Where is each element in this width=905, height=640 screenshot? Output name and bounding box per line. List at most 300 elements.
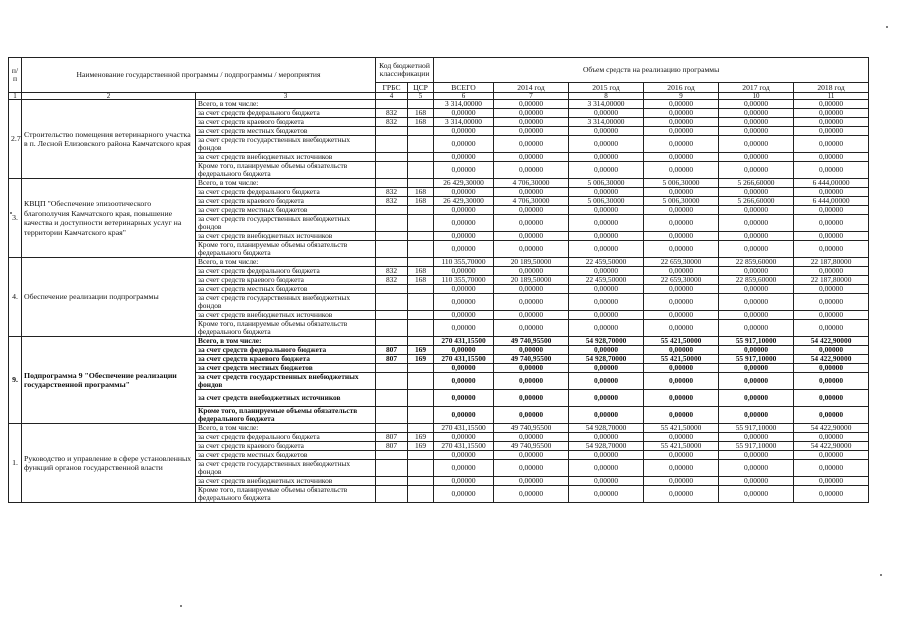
csr-code: 168 <box>408 276 434 285</box>
year-amount: 49 740,95500 <box>494 424 569 433</box>
grbs-code: 807 <box>376 442 408 451</box>
year-amount: 55 917,10000 <box>719 442 794 451</box>
year-amount: 5 006,30000 <box>644 197 719 206</box>
table-row <box>9 337 869 346</box>
header-grbs: ГРБС <box>376 83 408 93</box>
total-amount: 0,00000 <box>434 346 494 355</box>
year-amount: 0,00000 <box>794 433 869 442</box>
year-amount: 49 740,95500 <box>494 337 569 346</box>
year-amount: 0,00000 <box>494 373 569 390</box>
year-amount: 0,00000 <box>494 241 569 258</box>
year-amount: 0,00000 <box>719 188 794 197</box>
grbs-code <box>376 337 408 346</box>
table-row <box>9 258 869 267</box>
table-row <box>9 100 869 109</box>
year-amount: 3 314,00000 <box>569 118 644 127</box>
total-amount: 3 314,00000 <box>434 118 494 127</box>
year-amount: 22 459,50000 <box>569 276 644 285</box>
total-amount: 0,00000 <box>434 407 494 424</box>
total-amount: 0,00000 <box>434 486 494 503</box>
year-amount: 0,00000 <box>719 294 794 311</box>
total-amount: 0,00000 <box>434 364 494 373</box>
column-index: 11 <box>794 93 869 100</box>
column-index: 7 <box>494 93 569 100</box>
funding-source: Всего, в том числе: <box>196 100 376 109</box>
year-amount: 0,00000 <box>569 232 644 241</box>
year-amount: 0,00000 <box>494 109 569 118</box>
funding-source: за счет средств государственных внебюджетных фондов <box>196 215 376 232</box>
year-amount: 0,00000 <box>569 460 644 477</box>
total-amount: 0,00000 <box>434 153 494 162</box>
funding-source: за счет средств внебюджетных источников <box>196 390 376 407</box>
year-amount: 6 444,00000 <box>794 179 869 188</box>
funding-source: Всего, в том числе: <box>196 424 376 433</box>
grbs-code <box>376 311 408 320</box>
total-amount: 0,00000 <box>434 390 494 407</box>
header-year: 2017 год <box>719 83 794 93</box>
year-amount: 0,00000 <box>794 460 869 477</box>
funding-source: за счет средств внебюджетных источников <box>196 477 376 486</box>
column-index-row <box>9 93 869 100</box>
grbs-code: 832 <box>376 118 408 127</box>
year-amount: 0,00000 <box>644 118 719 127</box>
funding-source: Кроме того, планируемые объемы обязательств федерального бюджета <box>196 486 376 503</box>
year-amount: 0,00000 <box>644 373 719 390</box>
year-amount: 0,00000 <box>794 206 869 215</box>
year-amount: 0,00000 <box>494 407 569 424</box>
header-name: Наименование государственной программы / подпрограммы / мероприятия <box>22 58 376 93</box>
year-amount: 0,00000 <box>569 311 644 320</box>
funding-source: Всего, в том числе: <box>196 258 376 267</box>
csr-code <box>408 311 434 320</box>
year-amount: 3 314,00000 <box>569 100 644 109</box>
year-amount: 0,00000 <box>719 215 794 232</box>
header-csr: ЦСР <box>408 83 434 93</box>
funding-source: за счет средств государственных внебюджетных фондов <box>196 136 376 153</box>
total-amount: 270 431,15500 <box>434 442 494 451</box>
year-amount: 0,00000 <box>719 477 794 486</box>
funding-source: за счет средств краевого бюджета <box>196 442 376 451</box>
grbs-code: 832 <box>376 276 408 285</box>
year-amount: 0,00000 <box>794 407 869 424</box>
year-amount: 0,00000 <box>569 136 644 153</box>
year-amount: 0,00000 <box>719 346 794 355</box>
total-amount: 0,00000 <box>434 311 494 320</box>
year-amount: 0,00000 <box>644 241 719 258</box>
year-amount: 0,00000 <box>494 294 569 311</box>
csr-code <box>408 407 434 424</box>
grbs-code <box>376 206 408 215</box>
year-amount: 0,00000 <box>794 188 869 197</box>
year-amount: 0,00000 <box>644 320 719 337</box>
year-amount: 22 659,30000 <box>644 258 719 267</box>
year-amount: 0,00000 <box>494 127 569 136</box>
header-volume: Объем средств на реализацию программы <box>434 58 869 83</box>
total-amount: 0,00000 <box>434 162 494 179</box>
year-amount: 0,00000 <box>644 346 719 355</box>
year-amount: 0,00000 <box>719 100 794 109</box>
funding-source: за счет средств внебюджетных источников <box>196 153 376 162</box>
csr-code <box>408 460 434 477</box>
grbs-code <box>376 486 408 503</box>
program-name: Строительство помещения ветеринарного участка в п. Лесной Елизовского района Камчатского края <box>22 100 196 179</box>
header-year: 2015 год <box>569 83 644 93</box>
year-amount: 0,00000 <box>719 241 794 258</box>
table-row <box>9 424 869 433</box>
year-amount: 0,00000 <box>719 364 794 373</box>
year-amount: 0,00000 <box>644 486 719 503</box>
year-amount: 0,00000 <box>494 477 569 486</box>
csr-code <box>408 320 434 337</box>
year-amount: 0,00000 <box>644 267 719 276</box>
csr-code <box>408 136 434 153</box>
year-amount: 0,00000 <box>494 188 569 197</box>
year-amount: 55 917,10000 <box>719 424 794 433</box>
column-index: 1 <box>9 93 22 100</box>
year-amount: 0,00000 <box>644 136 719 153</box>
year-amount: 0,00000 <box>494 206 569 215</box>
scan-speck <box>880 574 882 576</box>
year-amount: 0,00000 <box>494 433 569 442</box>
total-amount: 0,00000 <box>434 188 494 197</box>
year-amount: 0,00000 <box>794 390 869 407</box>
funding-source: за счет средств местных бюджетов <box>196 127 376 136</box>
header-code: Код бюджетной классификации <box>376 58 434 83</box>
year-amount: 0,00000 <box>794 364 869 373</box>
csr-code <box>408 206 434 215</box>
csr-code <box>408 337 434 346</box>
year-amount: 0,00000 <box>794 100 869 109</box>
year-amount: 5 266,60000 <box>719 179 794 188</box>
year-amount: 4 706,30000 <box>494 179 569 188</box>
year-amount: 0,00000 <box>794 451 869 460</box>
total-amount: 26 429,30000 <box>434 179 494 188</box>
year-amount: 0,00000 <box>644 294 719 311</box>
funding-source: за счет средств федерального бюджета <box>196 267 376 276</box>
grbs-code <box>376 294 408 311</box>
grbs-code <box>376 162 408 179</box>
year-amount: 0,00000 <box>494 162 569 179</box>
total-amount: 0,00000 <box>434 127 494 136</box>
header-year: 2018 год <box>794 83 869 93</box>
year-amount: 0,00000 <box>569 109 644 118</box>
year-amount: 0,00000 <box>794 346 869 355</box>
total-amount: 0,00000 <box>434 109 494 118</box>
year-amount: 0,00000 <box>494 311 569 320</box>
year-amount: 0,00000 <box>644 407 719 424</box>
budget-document-sheet <box>8 57 868 503</box>
year-amount: 0,00000 <box>794 477 869 486</box>
year-amount: 0,00000 <box>644 232 719 241</box>
year-amount: 0,00000 <box>719 460 794 477</box>
grbs-code <box>376 258 408 267</box>
total-amount: 26 429,30000 <box>434 197 494 206</box>
year-amount: 0,00000 <box>644 162 719 179</box>
year-amount: 0,00000 <box>719 311 794 320</box>
year-amount: 0,00000 <box>719 320 794 337</box>
year-amount: 0,00000 <box>569 285 644 294</box>
grbs-code <box>376 451 408 460</box>
csr-code <box>408 127 434 136</box>
csr-code <box>408 232 434 241</box>
year-amount: 0,00000 <box>719 373 794 390</box>
funding-source: Кроме того, планируемые объемы обязательств федерального бюджета <box>196 320 376 337</box>
total-amount: 3 314,00000 <box>434 100 494 109</box>
funding-source: за счет средств федерального бюджета <box>196 109 376 118</box>
grbs-code <box>376 424 408 433</box>
year-amount: 0,00000 <box>644 100 719 109</box>
year-amount: 0,00000 <box>794 486 869 503</box>
year-amount: 20 189,50000 <box>494 258 569 267</box>
year-amount: 0,00000 <box>494 118 569 127</box>
year-amount: 0,00000 <box>569 206 644 215</box>
csr-code <box>408 285 434 294</box>
year-amount: 0,00000 <box>794 118 869 127</box>
year-amount: 0,00000 <box>719 232 794 241</box>
year-amount: 0,00000 <box>569 241 644 258</box>
header-year: 2014 год <box>494 83 569 93</box>
year-amount: 54 928,70000 <box>569 442 644 451</box>
year-amount: 0,00000 <box>719 407 794 424</box>
grbs-code <box>376 477 408 486</box>
total-amount: 270 431,15500 <box>434 355 494 364</box>
year-amount: 54 928,70000 <box>569 355 644 364</box>
scan-speck <box>180 605 182 607</box>
year-amount: 55 421,50000 <box>644 337 719 346</box>
year-amount: 0,00000 <box>494 320 569 337</box>
year-amount: 0,00000 <box>569 433 644 442</box>
total-amount: 0,00000 <box>434 267 494 276</box>
total-amount: 0,00000 <box>434 241 494 258</box>
year-amount: 0,00000 <box>494 486 569 503</box>
year-amount: 0,00000 <box>794 162 869 179</box>
funding-source: Кроме того, планируемые объемы обязательств федерального бюджета <box>196 241 376 258</box>
scan-speck <box>886 26 888 28</box>
year-amount: 0,00000 <box>794 241 869 258</box>
total-amount: 0,00000 <box>434 460 494 477</box>
grbs-code: 807 <box>376 346 408 355</box>
year-amount: 0,00000 <box>719 267 794 276</box>
header-total: ВСЕГО <box>434 83 494 93</box>
row-number: 2.7 <box>9 100 22 179</box>
total-amount: 270 431,15500 <box>434 424 494 433</box>
year-amount: 0,00000 <box>794 311 869 320</box>
year-amount: 0,00000 <box>494 136 569 153</box>
funding-source: за счет средств федерального бюджета <box>196 346 376 355</box>
year-amount: 5 006,30000 <box>569 179 644 188</box>
year-amount: 0,00000 <box>719 127 794 136</box>
csr-code <box>408 162 434 179</box>
grbs-code <box>376 241 408 258</box>
grbs-code <box>376 285 408 294</box>
year-amount: 22 187,80000 <box>794 258 869 267</box>
year-amount: 0,00000 <box>569 215 644 232</box>
total-amount: 0,00000 <box>434 136 494 153</box>
grbs-code <box>376 127 408 136</box>
funding-source: Всего, в том числе: <box>196 179 376 188</box>
table-body <box>9 100 869 503</box>
funding-source: за счет средств внебюджетных источников <box>196 311 376 320</box>
grbs-code: 832 <box>376 188 408 197</box>
year-amount: 22 859,60000 <box>719 258 794 267</box>
year-amount: 0,00000 <box>644 390 719 407</box>
year-amount: 0,00000 <box>644 477 719 486</box>
csr-code <box>408 424 434 433</box>
year-amount: 0,00000 <box>644 215 719 232</box>
program-name: Руководство и управление в сфере установленных функций органов государственной власти <box>22 424 196 503</box>
year-amount: 5 006,30000 <box>644 179 719 188</box>
year-amount: 0,00000 <box>569 364 644 373</box>
csr-code <box>408 100 434 109</box>
funding-source: Всего, в том числе: <box>196 337 376 346</box>
csr-code: 169 <box>408 433 434 442</box>
year-amount: 0,00000 <box>644 311 719 320</box>
total-amount: 0,00000 <box>434 206 494 215</box>
csr-code: 169 <box>408 355 434 364</box>
csr-code <box>408 153 434 162</box>
row-number: 1. <box>9 424 22 503</box>
table-row <box>9 179 869 188</box>
year-amount: 0,00000 <box>494 346 569 355</box>
column-index: 5 <box>408 93 434 100</box>
grbs-code <box>376 320 408 337</box>
year-amount: 0,00000 <box>569 451 644 460</box>
column-index: 4 <box>376 93 408 100</box>
csr-code: 169 <box>408 442 434 451</box>
scan-speck <box>10 212 12 214</box>
year-amount: 0,00000 <box>494 451 569 460</box>
year-amount: 22 187,80000 <box>794 276 869 285</box>
funding-source: за счет средств федерального бюджета <box>196 188 376 197</box>
year-amount: 55 421,50000 <box>644 442 719 451</box>
year-amount: 0,00000 <box>719 390 794 407</box>
year-amount: 0,00000 <box>644 153 719 162</box>
column-index: 6 <box>434 93 494 100</box>
year-amount: 5 266,60000 <box>719 197 794 206</box>
funding-source: за счет средств государственных внебюджетных фондов <box>196 373 376 390</box>
total-amount: 0,00000 <box>434 477 494 486</box>
year-amount: 0,00000 <box>494 285 569 294</box>
total-amount: 110 355,70000 <box>434 258 494 267</box>
funding-source: за счет средств краевого бюджета <box>196 118 376 127</box>
csr-code <box>408 373 434 390</box>
year-amount: 5 006,30000 <box>569 197 644 206</box>
funding-source: за счет средств местных бюджетов <box>196 285 376 294</box>
csr-code: 168 <box>408 197 434 206</box>
year-amount: 0,00000 <box>644 460 719 477</box>
total-amount: 0,00000 <box>434 433 494 442</box>
year-amount: 0,00000 <box>719 451 794 460</box>
year-amount: 0,00000 <box>569 390 644 407</box>
year-amount: 55 917,10000 <box>719 355 794 364</box>
total-amount: 270 431,15500 <box>434 337 494 346</box>
year-amount: 0,00000 <box>644 433 719 442</box>
grbs-code <box>376 407 408 424</box>
grbs-code <box>376 100 408 109</box>
funding-source: за счет средств федерального бюджета <box>196 433 376 442</box>
total-amount: 0,00000 <box>434 320 494 337</box>
year-amount: 0,00000 <box>794 127 869 136</box>
row-number: 9. <box>9 337 22 424</box>
total-amount: 0,00000 <box>434 285 494 294</box>
csr-code <box>408 179 434 188</box>
year-amount: 0,00000 <box>719 136 794 153</box>
funding-source: за счет средств местных бюджетов <box>196 451 376 460</box>
year-amount: 54 928,70000 <box>569 424 644 433</box>
csr-code <box>408 258 434 267</box>
total-amount: 0,00000 <box>434 373 494 390</box>
program-name: Обеспечение реализации подпрограммы <box>22 258 196 337</box>
year-amount: 0,00000 <box>494 390 569 407</box>
year-amount: 22 859,60000 <box>719 276 794 285</box>
year-amount: 22 659,30000 <box>644 276 719 285</box>
year-amount: 20 189,50000 <box>494 276 569 285</box>
column-index: 3 <box>196 93 376 100</box>
year-amount: 54 422,90000 <box>794 442 869 451</box>
table-header <box>9 58 869 100</box>
year-amount: 0,00000 <box>569 294 644 311</box>
year-amount: 0,00000 <box>719 285 794 294</box>
row-number: 3. <box>9 179 22 258</box>
funding-source: Кроме того, планируемые объемы обязательств федерального бюджета <box>196 162 376 179</box>
grbs-code <box>376 136 408 153</box>
year-amount: 22 459,50000 <box>569 258 644 267</box>
grbs-code: 807 <box>376 355 408 364</box>
csr-code <box>408 364 434 373</box>
year-amount: 0,00000 <box>719 153 794 162</box>
year-amount: 0,00000 <box>644 364 719 373</box>
csr-code <box>408 215 434 232</box>
year-amount: 0,00000 <box>569 486 644 503</box>
year-amount: 0,00000 <box>644 285 719 294</box>
year-amount: 0,00000 <box>569 127 644 136</box>
csr-code: 168 <box>408 188 434 197</box>
year-amount: 0,00000 <box>794 294 869 311</box>
year-amount: 0,00000 <box>794 373 869 390</box>
csr-code: 169 <box>408 346 434 355</box>
year-amount: 0,00000 <box>794 136 869 153</box>
csr-code <box>408 241 434 258</box>
year-amount: 0,00000 <box>794 109 869 118</box>
budget-table <box>8 57 869 503</box>
grbs-code <box>376 215 408 232</box>
year-amount: 0,00000 <box>644 109 719 118</box>
year-amount: 0,00000 <box>794 232 869 241</box>
grbs-code <box>376 364 408 373</box>
year-amount: 0,00000 <box>644 206 719 215</box>
csr-code: 168 <box>408 109 434 118</box>
grbs-code <box>376 460 408 477</box>
year-amount: 0,00000 <box>494 267 569 276</box>
grbs-code <box>376 373 408 390</box>
year-amount: 0,00000 <box>719 162 794 179</box>
year-amount: 0,00000 <box>569 320 644 337</box>
year-amount: 54 422,90000 <box>794 355 869 364</box>
year-amount: 0,00000 <box>794 153 869 162</box>
year-amount: 0,00000 <box>494 460 569 477</box>
program-name: КВЦП "Обеспечение эпизоотического благополучия Камчатского края, повышение качества и доступности ветеринарных услуг на территории Камчатского края" <box>22 179 196 258</box>
funding-source: за счет средств краевого бюджета <box>196 276 376 285</box>
grbs-code: 832 <box>376 109 408 118</box>
year-amount: 54 928,70000 <box>569 337 644 346</box>
year-amount: 0,00000 <box>494 364 569 373</box>
total-amount: 0,00000 <box>434 294 494 311</box>
total-amount: 0,00000 <box>434 215 494 232</box>
grbs-code <box>376 179 408 188</box>
year-amount: 0,00000 <box>644 188 719 197</box>
funding-source: за счет средств местных бюджетов <box>196 206 376 215</box>
grbs-code: 807 <box>376 433 408 442</box>
